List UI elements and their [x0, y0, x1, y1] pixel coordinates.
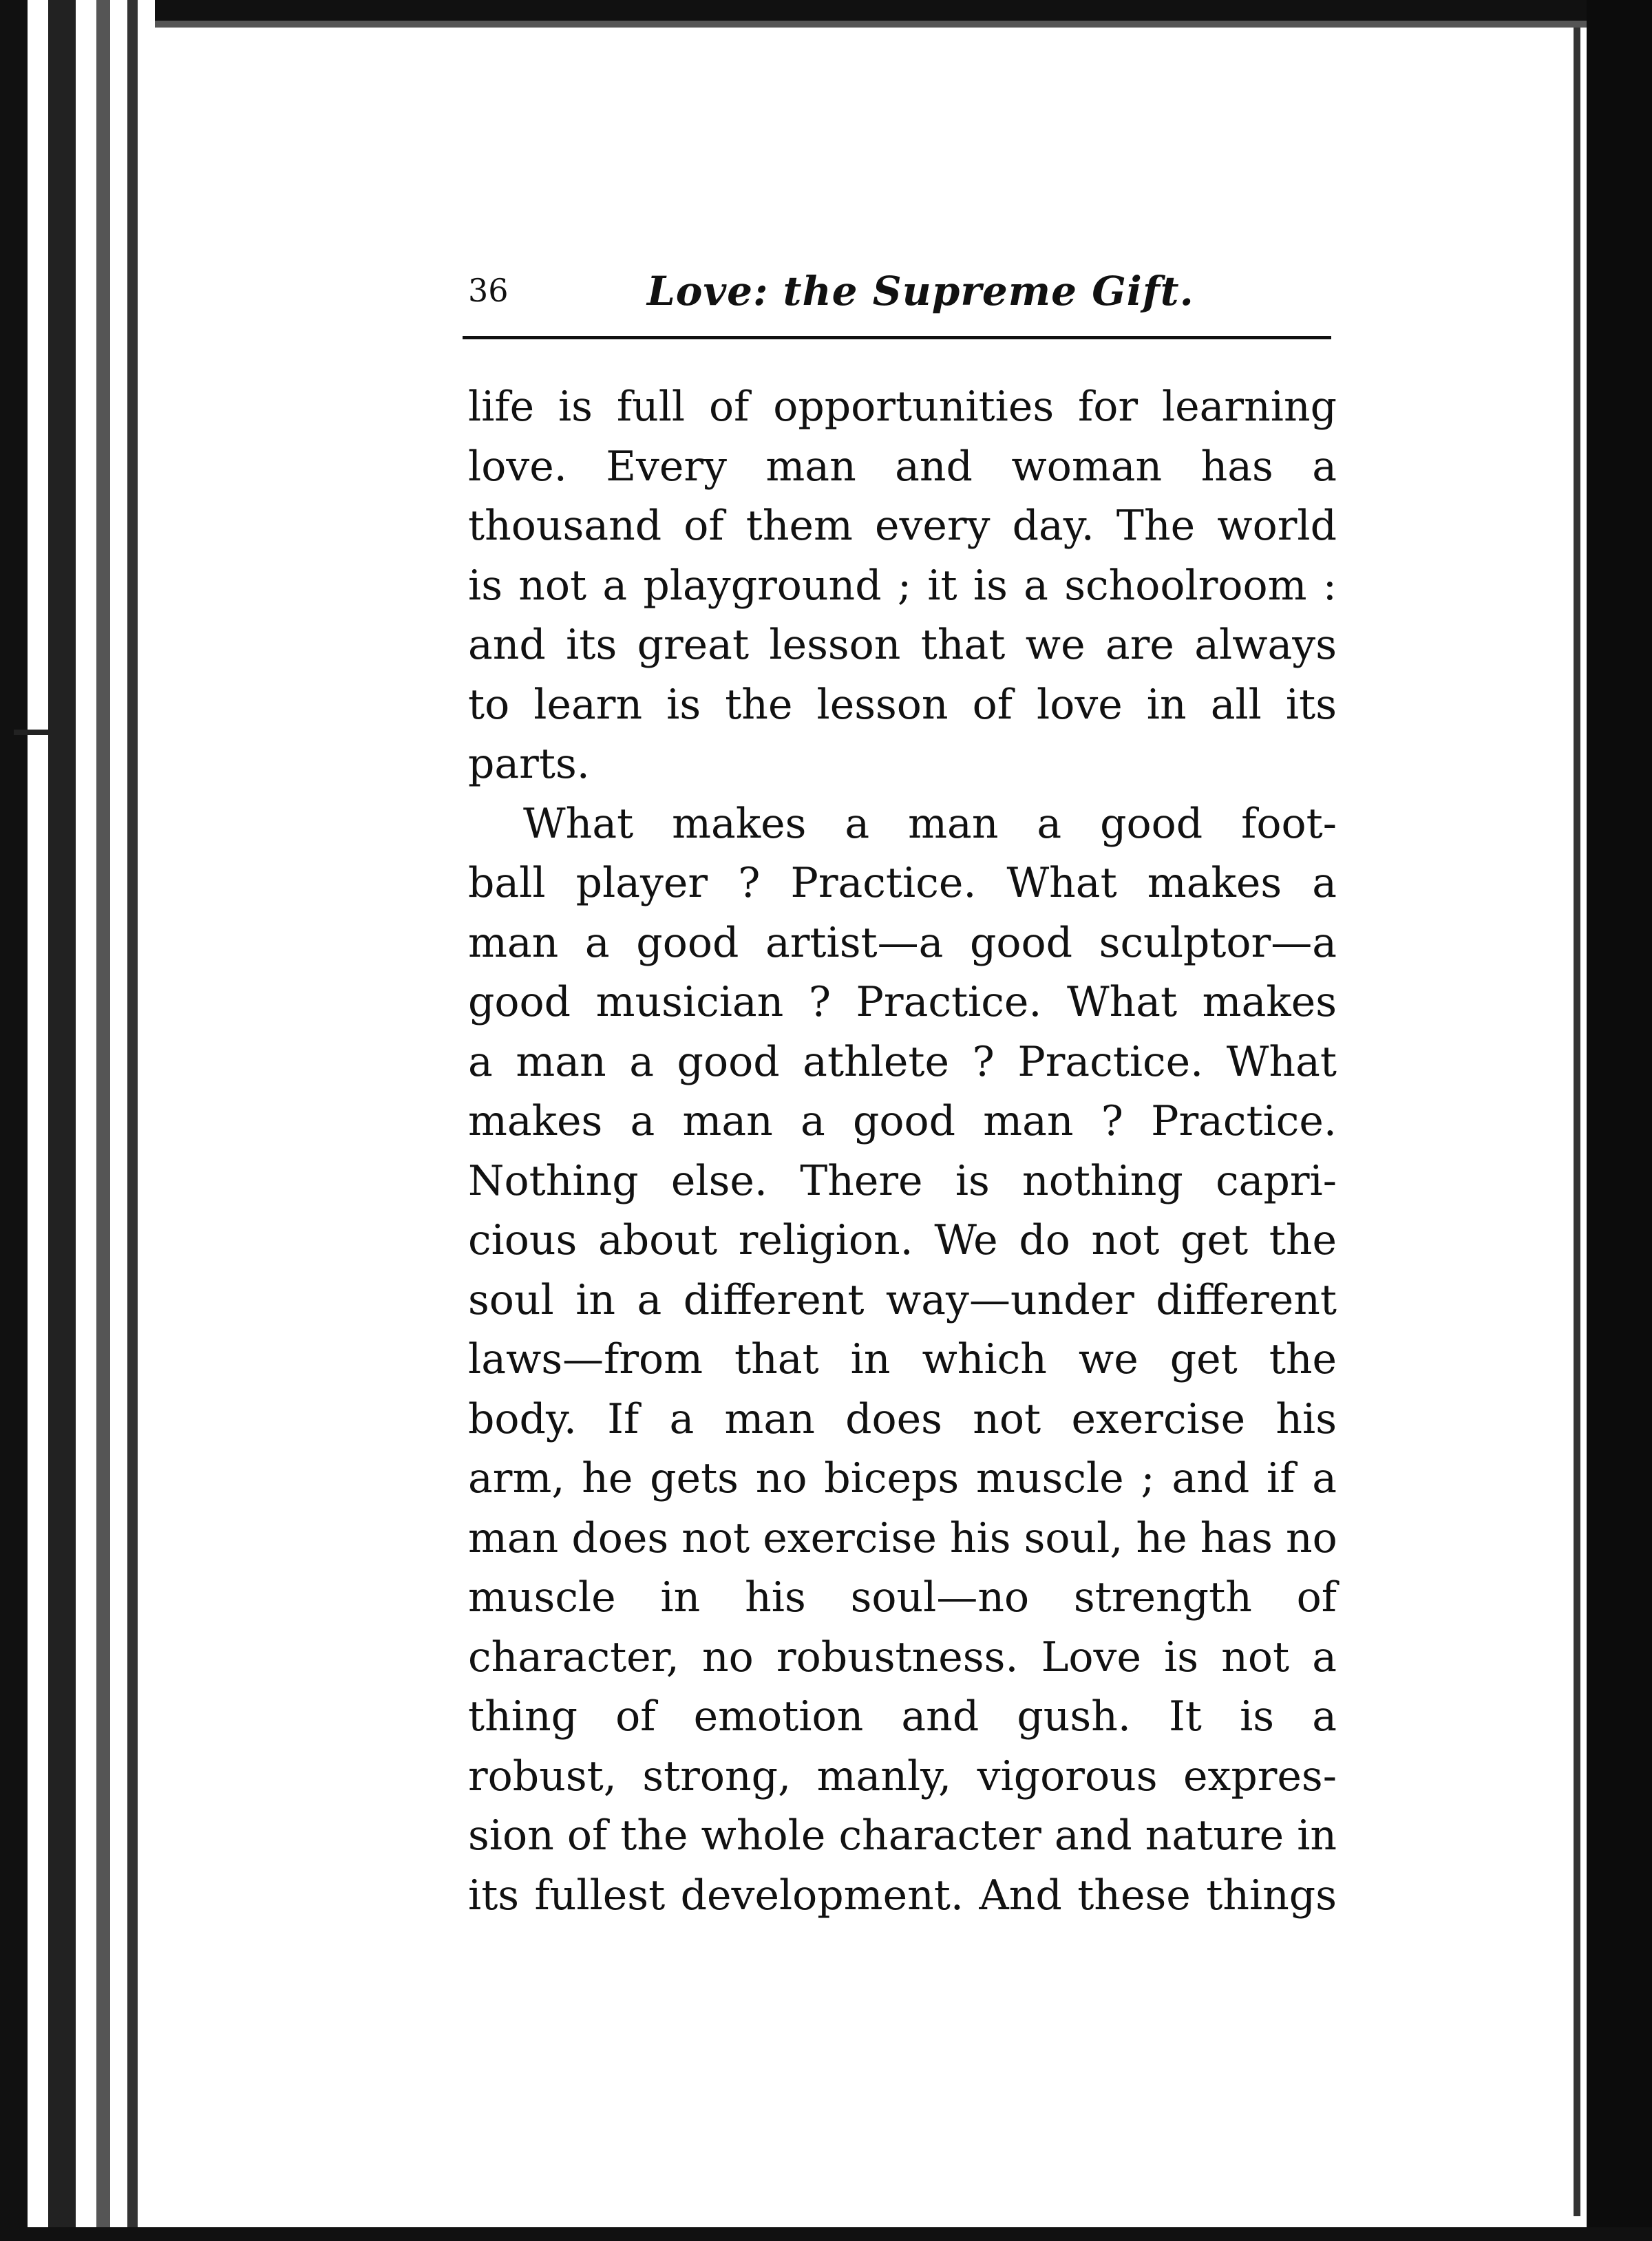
- text-line: body. If a man does not exercise his: [468, 1394, 1337, 1443]
- text-line: makes a man a good man ? Practice.: [468, 1097, 1337, 1145]
- text-line: man a good artist—a good sculptor—a: [468, 918, 1337, 967]
- text-line: sion of the whole character and nature in: [468, 1812, 1337, 1860]
- text-line: arm, he gets no biceps muscle ; and if a: [468, 1454, 1337, 1502]
- text-line: to learn is the lesson of love in all its: [468, 680, 1337, 729]
- text-line: muscle in his soul—no strength of: [468, 1573, 1337, 1622]
- text-line: is not a playground ; it is a schoolroom :: [468, 561, 1337, 610]
- margin-mark: [14, 730, 55, 735]
- text-line: and its great lesson that we are always: [468, 621, 1337, 669]
- text-line: thousand of them every day. The world: [468, 502, 1337, 550]
- text-line: its fullest development. And these things: [468, 1871, 1337, 1920]
- text-line: cious about religion. We do not get the: [468, 1216, 1337, 1264]
- text-line: ball player ? Practice. What makes a: [468, 859, 1337, 907]
- scan-top-edge: [0, 0, 1652, 21]
- scan-bottom-edge: [0, 2227, 1652, 2241]
- text-line: man does not exercise his soul, he has no: [468, 1514, 1337, 1562]
- text-line: character, no robustness. Love is not a: [468, 1633, 1337, 1681]
- scan-right-edge: [1587, 0, 1652, 2241]
- text-line: good musician ? Practice. What makes: [468, 978, 1337, 1026]
- text-line: parts.: [468, 740, 590, 788]
- text-line: robust, strong, manly, vigorous expres-: [468, 1752, 1337, 1801]
- page-right-shadow: [1574, 28, 1580, 2216]
- text-line: Nothing else. There is nothing capri-: [468, 1156, 1337, 1205]
- page-top-shadow: [145, 21, 1590, 28]
- text-line: life is full of opportunities for learning: [468, 383, 1337, 431]
- text-line: a man a good athlete ? Practice. What: [468, 1037, 1337, 1086]
- text-line: soul in a different way—under different: [468, 1275, 1337, 1324]
- book-binding-edge: [0, 0, 155, 2241]
- running-title: Love: the Supreme Gift.: [647, 268, 1194, 315]
- text-line: What makes a man a good foot-: [523, 799, 1337, 848]
- text-line: laws—from that in which we get the: [468, 1335, 1337, 1383]
- text-line: love. Every man and woman has a: [468, 442, 1337, 491]
- body-text: [468, 377, 1337, 1925]
- running-header: [468, 268, 1335, 320]
- text-line: thing of emotion and gush. It is a: [468, 1692, 1337, 1741]
- header-rule: [463, 336, 1331, 339]
- page-number: 36: [468, 272, 509, 309]
